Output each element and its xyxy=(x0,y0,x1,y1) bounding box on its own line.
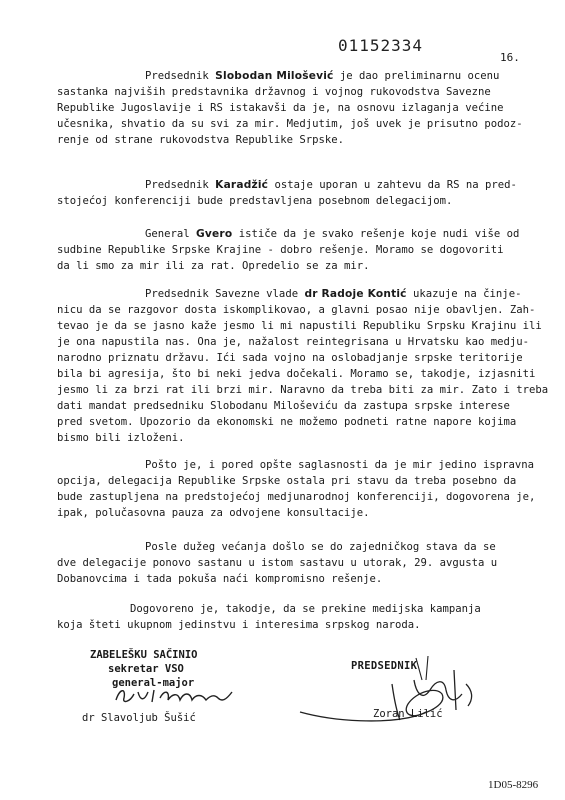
paragraph-kontic xyxy=(57,286,548,446)
text-line xyxy=(57,226,519,242)
president-name: Zoran Lilić xyxy=(373,708,443,720)
text-segment: je ona napustila nas. Ona je, nažalost reintegrisana u Hrvatsku kao medju- xyxy=(57,336,529,348)
paragraph-milosevic xyxy=(57,68,523,148)
text-line xyxy=(57,258,519,274)
text-line xyxy=(57,539,497,555)
text-line xyxy=(57,318,548,334)
text-segment: učesnika, shvatio da su svi za mir. Medjutim, još uvek je prisutno podoz- xyxy=(57,118,523,130)
text-line xyxy=(57,116,523,132)
text-segment: bismo bili izloženi. xyxy=(57,432,185,444)
text-segment: koja šteti ukupnom jedinstvu i interesima srpskog naroda. xyxy=(57,619,421,631)
text-segment: narodno priznatu državu. Ići sada vojno na oslobadjanje srpske teritorije xyxy=(57,352,523,364)
text-segment: sastanka najviših predstavnika državnog i vojnog rukovodstva Savezne xyxy=(57,86,491,98)
archive-number: 1D05-8296 xyxy=(488,779,539,791)
rank-label: general-major xyxy=(112,677,195,689)
text-line xyxy=(57,414,548,430)
text-segment: bila bi agresija, što bi neki jedva dočekali. Moramo se, takodje, izjasniti xyxy=(57,368,536,380)
person-name: Karadžić xyxy=(215,179,269,191)
text-segment: jesmo li za brzi rat ili brzi mir. Naravno da treba biti za mir. Zato i treba xyxy=(57,384,549,396)
text-segment: sudbine Republike Srpske Krajine - dobro rešenje. Moramo se dogovoriti xyxy=(57,244,504,256)
text-segment: dati mandat predsedniku Slobodanu Miloševiću da zastupa srpske interese xyxy=(57,400,510,412)
secretary-label: sekretar VSO xyxy=(108,663,184,675)
text-line xyxy=(57,334,548,350)
text-segment: Pošto je, i pored opšte saglasnosti da je mir jedino ispravna xyxy=(145,459,535,471)
text-segment: bude zastupljena na predstojećoj medjunarodnoj konferenciji, dogovorena je, xyxy=(57,491,536,503)
text-segment: opcija, delegacija Republike Srpske ostala pri stavu da treba posebno da xyxy=(57,475,517,487)
text-line xyxy=(57,350,548,366)
text-line xyxy=(57,505,535,521)
text-segment: ipak, polučasovna pauza za odvojene konsultacije. xyxy=(57,507,370,519)
paragraph-gvero xyxy=(57,226,519,274)
text-line xyxy=(57,489,535,505)
text-segment: da li smo za mir ili za rat. Opredelio se za mir. xyxy=(57,260,370,272)
text-line xyxy=(57,571,497,587)
paragraph-karadzic xyxy=(57,177,517,209)
text-line xyxy=(57,382,548,398)
text-segment: Predsednik xyxy=(145,70,216,82)
author-name: dr Slavoljub Šušić xyxy=(82,712,196,724)
person-name: dr Radoje Kontić xyxy=(304,288,407,300)
text-segment: Predsednik Savezne vlade xyxy=(145,288,305,300)
text-line xyxy=(57,366,548,382)
text-segment: dve delegacije ponovo sastanu u istom sastavu u utorak, 29. avgusta u xyxy=(57,557,498,569)
text-line xyxy=(57,555,497,571)
handwritten-signature-left xyxy=(110,682,240,710)
text-line xyxy=(57,242,519,258)
text-segment: General xyxy=(145,228,197,240)
text-line xyxy=(57,617,481,633)
text-segment: Dobanovcima i tada pokuša naći kompromisno rešenje. xyxy=(57,573,383,585)
paragraph-agreement xyxy=(57,539,497,587)
text-line xyxy=(57,473,535,489)
text-segment: nicu da se razgovor dosta iskomplikovao, a glavni posao nije obavljen. Zah- xyxy=(57,304,536,316)
text-line xyxy=(57,302,548,318)
text-segment: pred svetom. Upozorio da ekonomski ne možemo podneti ratne napore kojima xyxy=(57,416,517,428)
text-line xyxy=(57,68,523,84)
text-line xyxy=(57,398,548,414)
compiled-by-label: ZABELEŠKU SAČINIO xyxy=(90,649,198,661)
text-line xyxy=(57,193,517,209)
text-line xyxy=(57,177,517,193)
text-line xyxy=(57,100,523,116)
text-segment: Republike Jugoslavije i RS istakavši da je, na osnovu izlaganja većine xyxy=(57,102,504,114)
text-line xyxy=(57,84,523,100)
text-segment: Predsednik xyxy=(145,179,216,191)
text-line xyxy=(57,601,481,617)
text-segment: stojećoj konferenciji bude predstavljena posebnom delegacijom. xyxy=(57,195,453,207)
text-line xyxy=(57,430,548,446)
text-segment: ističe da je svako rešenje koje nudi više od xyxy=(232,228,520,240)
text-segment: Dogovoreno je, takodje, da se prekine medijska kampanja xyxy=(130,603,481,615)
page-number: 16. xyxy=(500,51,520,64)
text-segment: ukazuje na činje- xyxy=(406,288,522,300)
person-name: Slobodan Milošević xyxy=(215,70,334,82)
text-segment: je dao preliminarnu ocenu xyxy=(333,70,500,82)
text-segment: tevao je da se jasno kaže jesmo li mi napustili Republiku Srpsku Krajinu ili xyxy=(57,320,542,332)
paragraph-media xyxy=(57,601,481,633)
person-name: Gvero xyxy=(196,228,233,240)
text-line xyxy=(57,457,535,473)
text-segment: Posle dužeg većanja došlo se do zajedničkog stava da se xyxy=(145,541,496,553)
text-line xyxy=(57,286,548,302)
text-line xyxy=(57,132,523,148)
text-segment: renje od strane rukovodstva Republike Srpske. xyxy=(57,134,345,146)
text-segment: ostaje uporan u zahtevu da RS na pred- xyxy=(268,179,517,191)
paragraph-pause xyxy=(57,457,535,521)
president-title: PREDSEDNIK xyxy=(351,660,418,672)
document-number: 01152334 xyxy=(338,36,424,55)
